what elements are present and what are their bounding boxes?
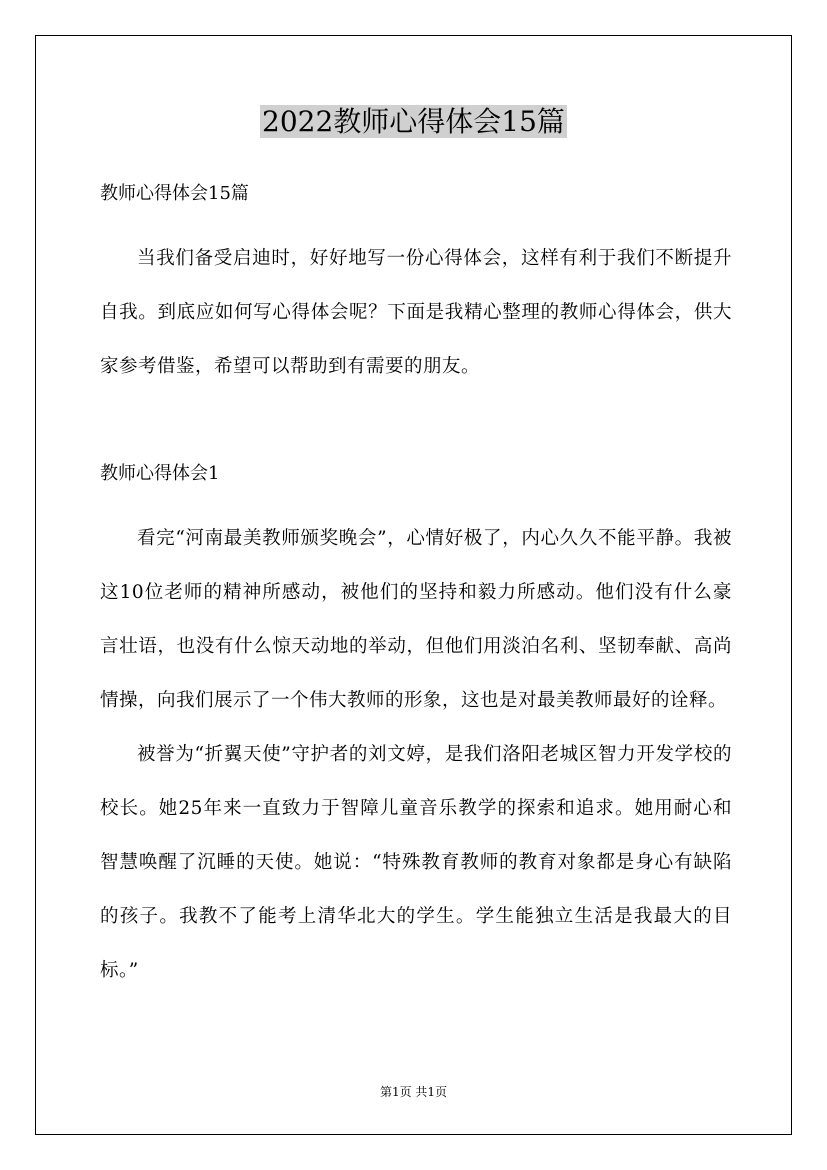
spacer: [100, 494, 732, 512]
page-footer: 第1页 共1页: [379, 1085, 448, 1099]
document-title-text: 2022教师心得体会15篇: [262, 105, 565, 138]
document-title: [0, 102, 827, 142]
body-paragraph-1: 看完“河南最美教师颁奖晚会”，心情好极了，内心久久不能平静。我被这10位老师的精神所感动，被他们的坚持和毅力所感动。他们没有什么豪言壮语，也没有什么惊天动地的举动，但他们用淡泊名利、坚韧奉献、高尚情操，向我们展示了一个伟大教师的形象，这也是对最美教师最好的诠释。: [100, 528, 732, 711]
intro-paragraph: 当我们备受启迪时，好好地写一份心得体会，这样有利于我们不断提升自我。到底应如何写心得体会呢？下面是我精心整理的教师心得体会，供大家参考借鉴，希望可以帮助到有需要的朋友。: [100, 248, 732, 377]
spacer: [100, 394, 732, 454]
document-body: [100, 174, 732, 998]
spacer: [100, 214, 732, 232]
document-subtitle: 教师心得体会15篇: [100, 183, 249, 204]
section-heading: 教师心得体会1: [100, 463, 220, 484]
body-paragraph-2: 被誉为“折翼天使”守护者的刘文婷，是我们洛阳老城区智力开发学校的校长。她25年来一直致力于智障儿童音乐教学的探索和追求。她用耐心和智慧唤醒了沉睡的天使。她说：“特殊教育教师的教育对象都是身心有缺陷的孩子。我教不了能考上清华北大的学生。学生能独立生活是我最大的目标。”: [100, 744, 732, 981]
